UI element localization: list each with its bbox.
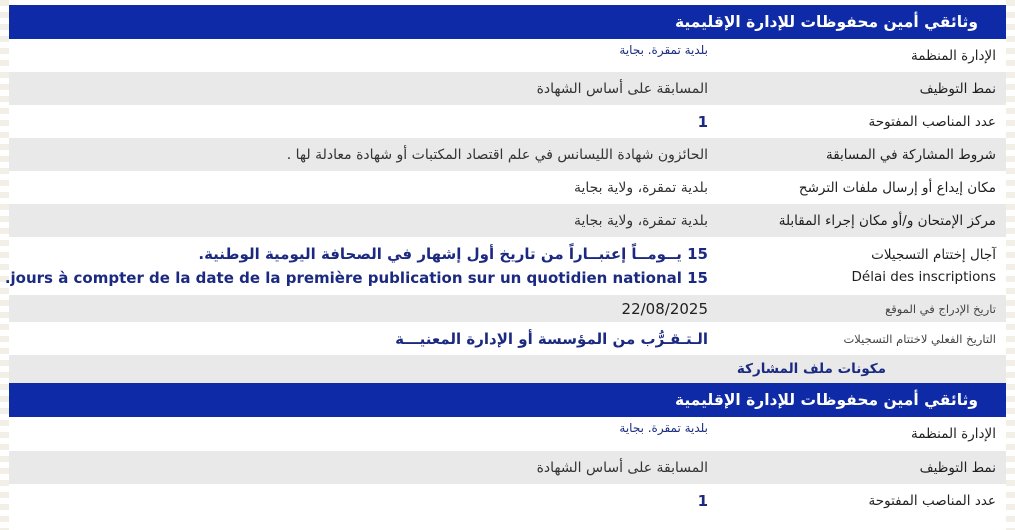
- registration-deadline-values: [5, 237, 714, 295]
- registration-deadline-value-ar: 15 يــومــاً إعتبــاراً من تاريخ أول إشهار في الصحافة اليومية الوطنية.: [198, 245, 708, 263]
- open-positions-value-2: 1: [697, 492, 708, 510]
- recruitment-mode-label-2: نمط التوظيف: [919, 459, 996, 476]
- row-open-positions-2: [9, 484, 1006, 518]
- job-listing-sheet: [4, 5, 1006, 518]
- posting-date-value: 22/08/2025: [621, 299, 708, 318]
- registration-deadline-label-fr: Délai des inscriptions: [851, 269, 996, 285]
- row-file-deposit-place: [9, 171, 1006, 204]
- registration-deadline-label-ar: آجال إختتام التسجيلات: [871, 247, 996, 263]
- row-recruitment-mode: [9, 72, 1006, 105]
- row-recruitment-mode-2: [9, 451, 1006, 484]
- row-participation-conditions: [9, 138, 1006, 171]
- row-organizing-administration-2: [9, 417, 1006, 451]
- participation-conditions-value: الحائزون شهادة الليسانس في علم اقتصاد المكتبات أو شهادة معادلة لها .: [286, 146, 708, 163]
- actual-closing-date-label: التاريخ الفعلي لاختتام التسجيلات: [843, 331, 996, 346]
- job-title-header[interactable]: وثائقي أمين محفوظات للإدارة الإقليمية: [9, 5, 1006, 39]
- organizing-administration-value-2: بلدية تمقرة. بجاية: [619, 421, 708, 435]
- row-registration-deadline: [4, 237, 1006, 295]
- organizing-administration-label: الإدارة المنظمة: [911, 47, 996, 64]
- exam-center-label: مركز الإمتحان و/أو مكان إجراء المقابلة: [778, 212, 996, 229]
- row-organizing-administration: [9, 39, 1006, 72]
- file-deposit-place-value: بلدية تمقرة، ولاية بجاية: [573, 179, 708, 196]
- exam-center-value: بلدية تمقرة، ولاية بجاية: [573, 212, 708, 229]
- actual-closing-date-value: الـتـقـرُّب من المؤسسة أو الإدارة المعنيـــة: [395, 329, 708, 348]
- row-open-positions: [9, 105, 1006, 138]
- participation-file-components-title[interactable]: مكونات ملف المشاركة: [9, 355, 1006, 383]
- organizing-administration-label-2: الإدارة المنظمة: [911, 426, 996, 442]
- row-posting-date: [9, 295, 1006, 322]
- posting-date-label: تاريخ الإدراج في الموقع: [885, 301, 996, 316]
- registration-deadline-value-fr: 15 jours à compter de la date de la première publication sur un quotidien national.: [4, 269, 708, 287]
- participation-conditions-label: شروط المشاركة في المسابقة: [825, 146, 996, 163]
- row-actual-closing-date: [9, 322, 1006, 355]
- file-deposit-place-label: مكان إيداع أو إرسال ملفات الترشح: [798, 179, 996, 196]
- recruitment-mode-value: المسابقة على أساس الشهادة: [536, 80, 708, 97]
- organizing-administration-value: بلدية تمقرة. بجاية: [619, 43, 708, 57]
- open-positions-label-2: عدد المناصب المفتوحة: [868, 493, 996, 509]
- recruitment-mode-label: نمط التوظيف: [919, 80, 996, 97]
- recruitment-mode-value-2: المسابقة على أساس الشهادة: [536, 459, 708, 476]
- registration-deadline-labels: [714, 237, 1006, 295]
- job-title-header-2[interactable]: وثائقي أمين محفوظات للإدارة الإقليمية: [9, 383, 1006, 417]
- right-edge-decoration: [1006, 0, 1015, 530]
- row-exam-center: [9, 204, 1006, 237]
- open-positions-label: عدد المناصب المفتوحة: [868, 113, 996, 130]
- open-positions-value: 1: [697, 112, 708, 131]
